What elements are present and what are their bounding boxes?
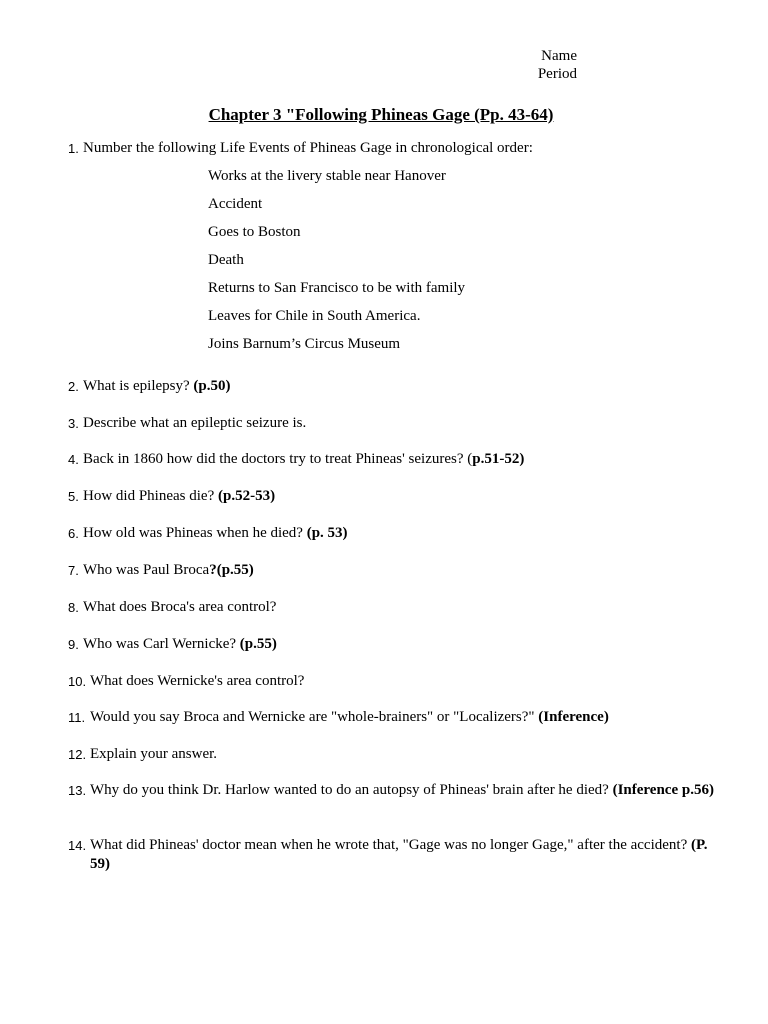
page-reference: (p. 53): [306, 525, 348, 541]
question-number: 13.: [68, 783, 87, 798]
question-number: 14.: [68, 838, 87, 853]
question-text: How old was Phineas when he died?: [83, 525, 307, 541]
question-3: [68, 414, 720, 433]
question-9: [68, 635, 720, 654]
question-text: What did Phineas' doctor mean when he wrote that, "Gage was no longer Gage," after the accident?: [90, 837, 691, 853]
header-block: [420, 47, 577, 83]
question-number: 10.: [68, 674, 87, 689]
question-number: 9.: [68, 637, 79, 652]
page-reference: (P. 59): [90, 837, 708, 872]
question-7: [68, 561, 720, 580]
page-reference: (Inference): [538, 709, 609, 725]
question-text: Number the following Life Events of Phineas Gage in chronological order:: [83, 140, 533, 156]
question-6: [68, 524, 720, 543]
life-event-item: Accident: [208, 196, 263, 212]
question-text: Describe what an epileptic seizure is.: [83, 415, 307, 431]
page-reference: (p.50): [193, 378, 231, 394]
question-text: How did Phineas die?: [83, 488, 218, 504]
question-text: What does Broca's area control?: [83, 599, 277, 615]
life-event-item: Returns to San Francisco to be with family: [208, 280, 466, 296]
question-1: [68, 139, 720, 158]
name-label: Name: [541, 48, 577, 64]
page-reference: ?(p.55): [209, 562, 254, 578]
question-4: [68, 450, 720, 469]
question-number: 7.: [68, 563, 79, 578]
question-number: 12.: [68, 747, 87, 762]
question-text: Who was Paul Broca: [83, 562, 210, 578]
question-14: [68, 836, 720, 874]
question-12: [68, 745, 720, 764]
life-event-item: Joins Barnum’s Circus Museum: [208, 336, 401, 352]
question-number: 8.: [68, 600, 79, 615]
question-13: [68, 781, 720, 800]
question-number: 6.: [68, 526, 79, 541]
question-text: Back in 1860 how did the doctors try to treat Phineas' seizures? (: [83, 451, 473, 467]
page-reference: (p.52-53): [217, 488, 276, 504]
question-2: [68, 377, 720, 396]
page-reference: (Inference p.56): [612, 782, 714, 798]
life-event-item: Goes to Boston: [208, 224, 301, 240]
question-number: 2.: [68, 379, 79, 394]
question-text: What is epilepsy?: [83, 378, 194, 394]
question-text: What does Wernicke's area control?: [90, 673, 305, 689]
question-number: 1.: [68, 141, 79, 156]
life-events-list: [208, 167, 465, 363]
question-10: [68, 672, 720, 691]
question-text: Explain your answer.: [90, 746, 218, 762]
question-text: Would you say Broca and Wernicke are "whole-brainers" or "Localizers?": [90, 709, 539, 725]
question-number: 3.: [68, 416, 79, 431]
question-11: [68, 708, 720, 727]
question-number: 5.: [68, 489, 79, 504]
life-event-item: Works at the livery stable near Hanover: [208, 168, 446, 184]
question-5: [68, 487, 720, 506]
page-reference: p.51-52): [472, 451, 525, 467]
page-title: Chapter 3 "Following Phineas Gage (Pp. 43-64): [208, 105, 554, 124]
question-number: 4.: [68, 452, 79, 467]
period-label: Period: [537, 66, 577, 82]
question-text: Who was Carl Wernicke?: [83, 636, 240, 652]
life-event-item: Death: [208, 252, 244, 268]
life-event-item: Leaves for Chile in South America.: [208, 308, 421, 324]
question-number: 11.: [68, 710, 86, 725]
page-reference: (p.55): [239, 636, 277, 652]
question-8: [68, 598, 720, 617]
question-text: Why do you think Dr. Harlow wanted to do an autopsy of Phineas' brain after he died?: [90, 782, 613, 798]
